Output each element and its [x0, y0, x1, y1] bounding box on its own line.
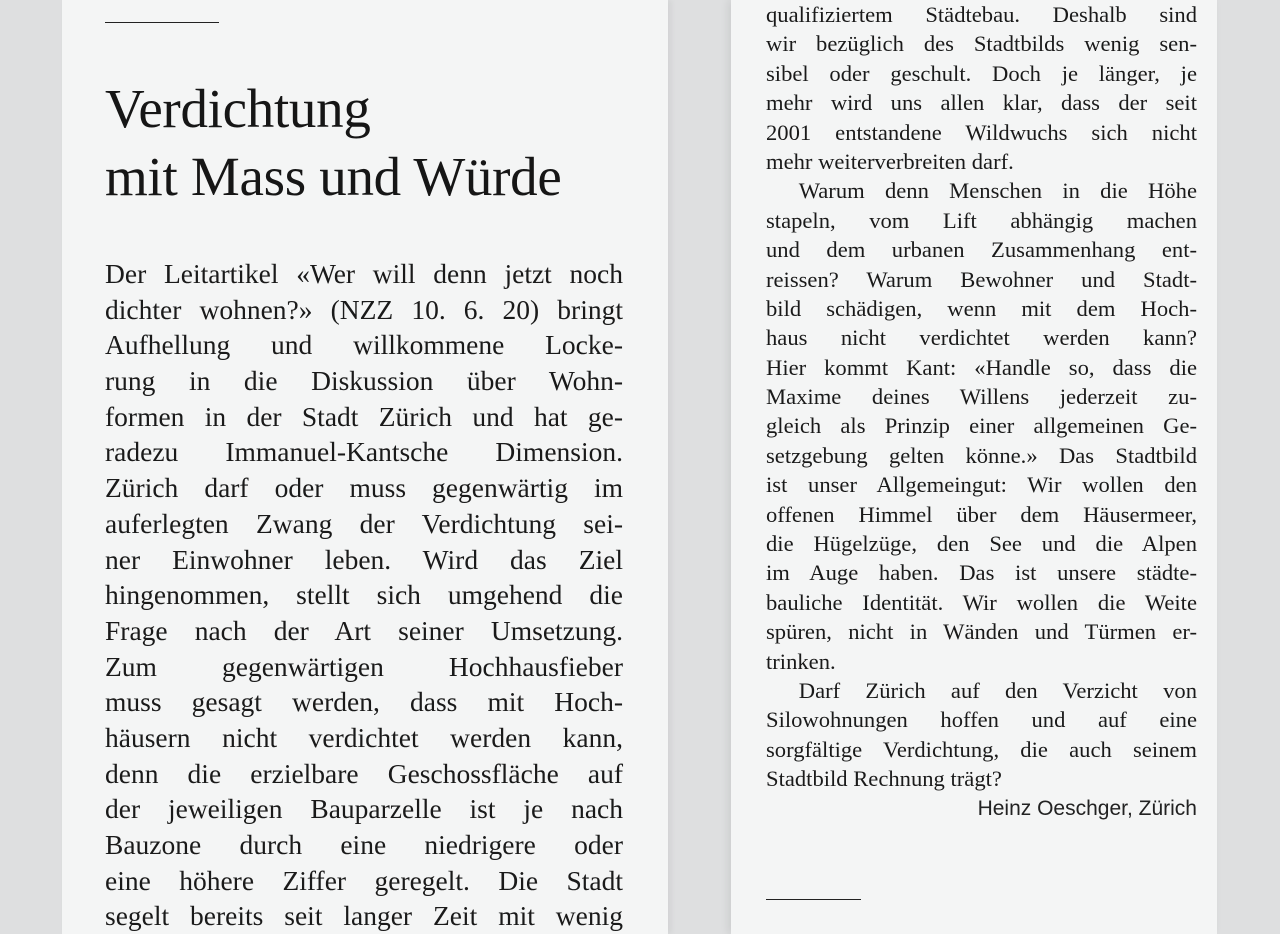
body-line: hingenommen, stellt sich umgehend die [105, 579, 623, 611]
body-line: 2001 entstandene Wildwuchs sich nicht [766, 119, 1197, 145]
body-line: Aufhellung und willkommene Locke- [105, 329, 623, 361]
author-signature: Heinz Oeschger, Zürich [977, 796, 1197, 820]
body-line: im Auge haben. Das ist unsere städte- [766, 560, 1197, 586]
body-line: gleich als Prinzip einer allgemeinen Ge- [766, 413, 1197, 439]
page-left [62, 0, 668, 934]
article-body-right-column [766, 0, 1197, 825]
body-line: Zürich darf oder muss gegenwärtig im [105, 472, 623, 504]
body-line: Zum gegenwärtigen Hochhausfieber [105, 650, 623, 682]
body-line: Stadtbild Rechnung trägt? [766, 766, 1002, 792]
body-line: trinken. [766, 648, 836, 674]
body-line: wir bezüglich des Stadtbilds wenig sen- [766, 31, 1197, 57]
top-divider-rule [105, 22, 219, 23]
body-line: mehr wird uns allen klar, dass der seit [766, 90, 1197, 116]
article-headline [105, 75, 561, 211]
body-line: ist unser Allgemeingut: Wir wollen den [766, 472, 1197, 498]
body-line: dichter wohnen?» (NZZ 10. 6. 20) bringt [105, 293, 623, 325]
body-line: eine höhere Ziffer geregelt. Die Stadt [105, 864, 623, 896]
headline-line-2: mit Mass und Würde [105, 146, 562, 207]
body-line: Bauzone durch eine niedrigere oder [105, 829, 623, 860]
body-line: häusern nicht verdichtet werden kann, [105, 721, 623, 753]
body-line: formen in der Stadt Zürich und hat ge- [105, 400, 623, 432]
body-line: Hier kommt Kant: «Handle so, dass die [766, 354, 1197, 380]
body-line: sorgfältige Verdichtung, die auch seinem [766, 736, 1197, 762]
body-line: Frage nach der Art seiner Umsetzung. [105, 614, 623, 646]
body-line: ner Einwohner leben. Wird das Ziel [105, 543, 623, 575]
body-line: reissen? Warum Bewohner und Stadt- [766, 266, 1197, 292]
bottom-divider-rule [766, 899, 861, 900]
body-line: offenen Himmel über dem Häusermeer, [766, 501, 1197, 527]
body-line: auferlegten Zwang der Verdichtung sei- [105, 507, 623, 539]
body-line: rung in die Diskussion über Wohn- [105, 365, 623, 397]
body-line: setzgebung gelten könne.» Das Stadtbild [766, 442, 1197, 468]
body-line: Silowohnungen hoffen und auf eine [766, 707, 1197, 733]
body-line: der jeweiligen Bauparzelle ist je nach [105, 793, 623, 825]
body-line: haus nicht verdichtet werden kann? [766, 325, 1197, 351]
body-line: bild schädigen, wenn mit dem Hoch- [766, 295, 1197, 321]
body-line: Warum denn Menschen in die Höhe [798, 178, 1197, 204]
body-line: und dem urbanen Zusammenhang ent- [766, 237, 1197, 263]
body-line: spüren, nicht in Wänden und Türmen er- [766, 619, 1197, 645]
body-line: radezu Immanuel-Kantsche Dimension. [105, 436, 623, 468]
body-line: stapeln, vom Lift abhängig machen [766, 207, 1197, 233]
body-line: qualifiziertem Städtebau. Deshalb sind [766, 2, 1197, 27]
body-line: Darf Zürich auf den Verzicht von [798, 677, 1197, 703]
body-line: sibel oder geschult. Doch je länger, je [766, 60, 1197, 86]
body-line: Der Leitartikel «Wer will denn jetzt noch [105, 258, 623, 289]
body-line: muss gesagt werden, dass mit Hoch- [105, 686, 623, 718]
body-line: mehr weiterverbreiten darf. [766, 148, 1014, 174]
body-line: die Hügelzüge, den See und die Alpen [766, 531, 1197, 557]
body-line: bauliche Identität. Wir wollen die Weite [766, 589, 1197, 615]
body-line: Maxime deines Willens jederzeit zu- [766, 384, 1197, 410]
body-line: segelt bereits seit langer Zeit mit wenig [105, 900, 623, 932]
headline-line-1: Verdichtung [105, 78, 371, 139]
page-right [731, 0, 1217, 934]
body-line: denn die erzielbare Geschossfläche auf [105, 757, 623, 789]
article-body-left-column [105, 256, 623, 934]
